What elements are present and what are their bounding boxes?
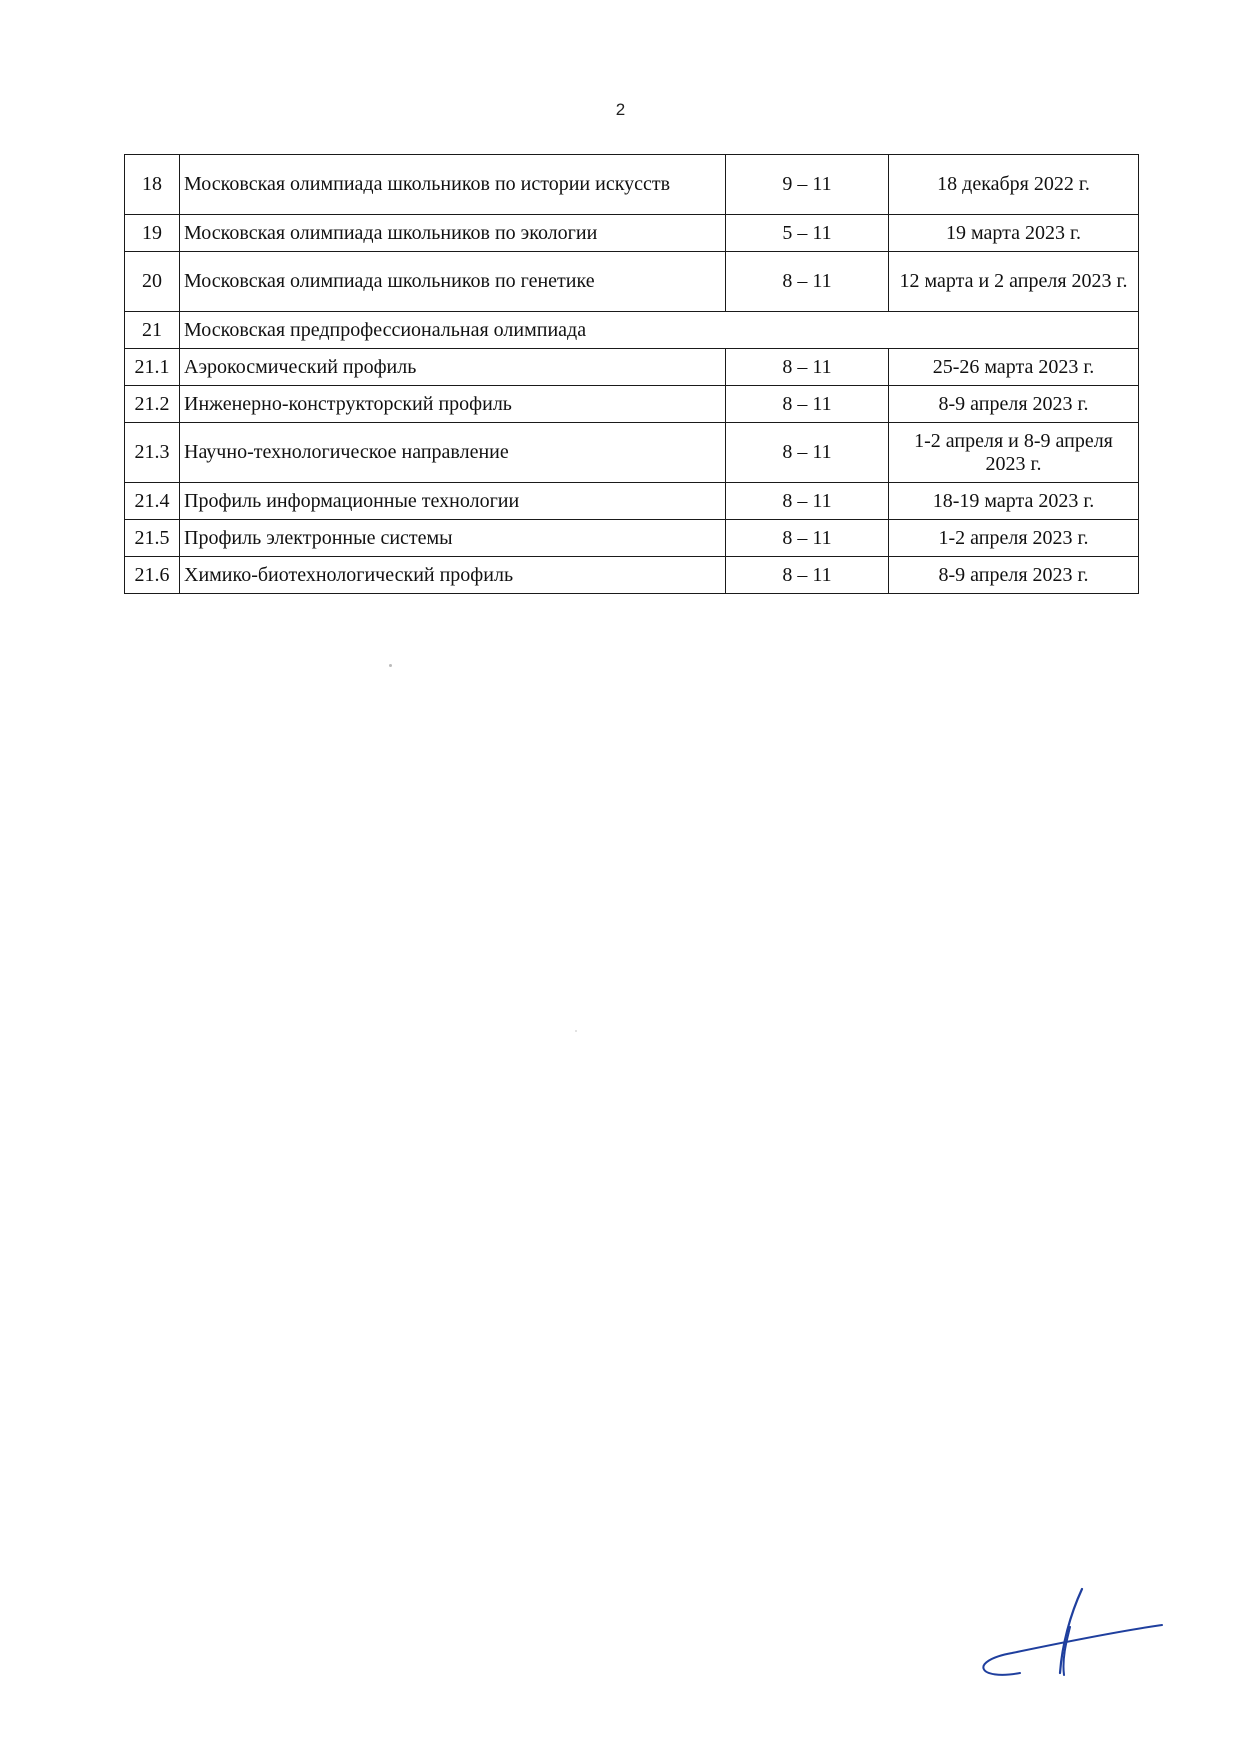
olympiad-name: Инженерно-конструкторский профиль xyxy=(180,386,726,423)
grades: 5 – 11 xyxy=(726,215,889,252)
table-row xyxy=(125,312,1139,349)
row-number: 21.2 xyxy=(125,386,180,423)
grades: 8 – 11 xyxy=(726,557,889,594)
grades: 8 – 11 xyxy=(726,483,889,520)
grades: 8 – 11 xyxy=(726,349,889,386)
row-number: 21.1 xyxy=(125,349,180,386)
olympiad-table xyxy=(124,154,1139,594)
scan-speck xyxy=(575,1030,577,1032)
table-row xyxy=(125,557,1139,594)
row-number: 21.6 xyxy=(125,557,180,594)
table-row xyxy=(125,349,1139,386)
olympiad-name: Московская олимпиада школьников по истории искусств xyxy=(180,155,726,215)
table-row xyxy=(125,423,1139,483)
row-number: 19 xyxy=(125,215,180,252)
page-number: 2 xyxy=(615,100,626,119)
olympiad-name: Московская предпрофессиональная олимпиада xyxy=(180,312,1139,349)
dates: 18-19 марта 2023 г. xyxy=(889,483,1139,520)
olympiad-name: Профиль информационные технологии xyxy=(180,483,726,520)
table-row xyxy=(125,483,1139,520)
dates: 18 декабря 2022 г. xyxy=(889,155,1139,215)
grades: 9 – 11 xyxy=(726,155,889,215)
olympiad-name: Московская олимпиада школьников по генетике xyxy=(180,252,726,312)
row-number: 21 xyxy=(125,312,180,349)
table-row xyxy=(125,252,1139,312)
grades: 8 – 11 xyxy=(726,386,889,423)
table-row xyxy=(125,386,1139,423)
grades: 8 – 11 xyxy=(726,423,889,483)
table-row xyxy=(125,215,1139,252)
olympiad-name: Аэрокосмический профиль xyxy=(180,349,726,386)
dates: 1-2 апреля 2023 г. xyxy=(889,520,1139,557)
dates: 12 марта и 2 апреля 2023 г. xyxy=(889,252,1139,312)
olympiad-name: Профиль электронные системы xyxy=(180,520,726,557)
olympiad-name: Московская олимпиада школьников по экологии xyxy=(180,215,726,252)
table-row xyxy=(125,155,1139,215)
signature xyxy=(970,1585,1170,1677)
dates: 8-9 апреля 2023 г. xyxy=(889,386,1139,423)
grades: 8 – 11 xyxy=(726,520,889,557)
dates: 1-2 апреля и 8-9 апреля 2023 г. xyxy=(889,423,1139,483)
row-number: 18 xyxy=(125,155,180,215)
olympiad-name: Научно-технологическое направление xyxy=(180,423,726,483)
table-row xyxy=(125,520,1139,557)
row-number: 21.3 xyxy=(125,423,180,483)
olympiad-name: Химико-биотехнологический профиль xyxy=(180,557,726,594)
dates: 8-9 апреля 2023 г. xyxy=(889,557,1139,594)
dates: 19 марта 2023 г. xyxy=(889,215,1139,252)
dates: 25-26 марта 2023 г. xyxy=(889,349,1139,386)
scan-speck xyxy=(389,664,392,667)
row-number: 21.4 xyxy=(125,483,180,520)
row-number: 21.5 xyxy=(125,520,180,557)
grades: 8 – 11 xyxy=(726,252,889,312)
signature-stroke xyxy=(983,1625,1162,1675)
row-number: 20 xyxy=(125,252,180,312)
